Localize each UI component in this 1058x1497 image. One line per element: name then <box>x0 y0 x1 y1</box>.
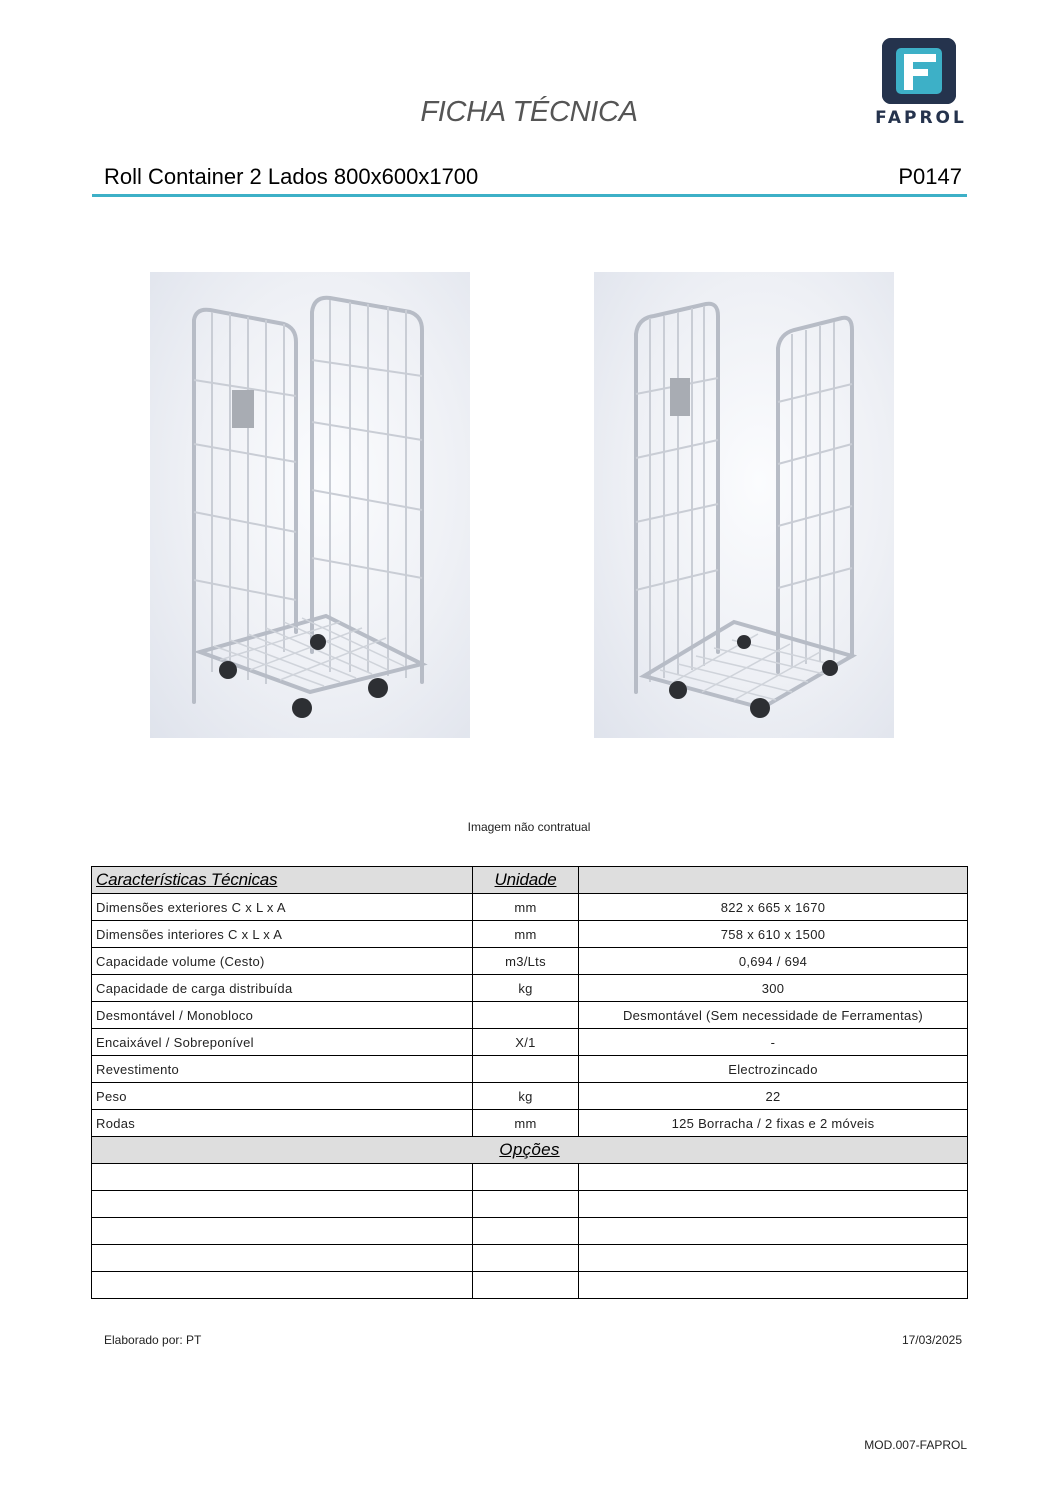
cell-characteristic: Rodas <box>92 1110 473 1137</box>
product-photo-front <box>150 272 470 738</box>
cell-value: 22 <box>579 1083 968 1110</box>
table-row <box>92 894 968 921</box>
cell-value <box>579 1272 968 1299</box>
cell-value <box>579 1218 968 1245</box>
cell-unit <box>473 1245 579 1272</box>
cell-characteristic: Capacidade volume (Cesto) <box>92 948 473 975</box>
cell-unit: mm <box>473 894 579 921</box>
cell-characteristic <box>92 1245 473 1272</box>
table-row <box>92 975 968 1002</box>
form-code: MOD.007-FAPROL <box>864 1438 967 1452</box>
cell-unit <box>473 1272 579 1299</box>
cell-unit: kg <box>473 1083 579 1110</box>
cell-value: - <box>579 1029 968 1056</box>
specs-table <box>91 866 968 1299</box>
product-photo-angle <box>594 272 894 738</box>
table-row <box>92 921 968 948</box>
option-row <box>92 1245 968 1272</box>
cell-value <box>579 1245 968 1272</box>
title-divider <box>92 194 967 197</box>
cell-unit: X/1 <box>473 1029 579 1056</box>
table-row <box>92 1029 968 1056</box>
cell-value: 758 x 610 x 1500 <box>579 921 968 948</box>
roll-container-angle-illustration <box>594 272 894 738</box>
option-row <box>92 1164 968 1191</box>
cell-value: 822 x 665 x 1670 <box>579 894 968 921</box>
header-characteristics: Características Técnicas <box>92 867 473 894</box>
cell-value: 0,694 / 694 <box>579 948 968 975</box>
cell-unit: m3/Lts <box>473 948 579 975</box>
cell-unit <box>473 1056 579 1083</box>
cell-characteristic <box>92 1218 473 1245</box>
options-title: Opções <box>92 1137 968 1164</box>
document-title: FICHA TÉCNICA <box>420 96 638 128</box>
option-row <box>92 1218 968 1245</box>
table-row <box>92 1002 968 1029</box>
cell-value <box>579 1191 968 1218</box>
cell-value: Electrozincado <box>579 1056 968 1083</box>
header-unit: Unidade <box>473 867 579 894</box>
cell-characteristic: Dimensões interiores C x L x A <box>92 921 473 948</box>
cell-characteristic: Desmontável / Monobloco <box>92 1002 473 1029</box>
cell-unit: mm <box>473 1110 579 1137</box>
cell-value: 300 <box>579 975 968 1002</box>
cell-characteristic <box>92 1272 473 1299</box>
cell-unit: mm <box>473 921 579 948</box>
product-header <box>104 164 962 194</box>
cell-unit <box>473 1191 579 1218</box>
image-disclaimer: Imagem não contratual <box>467 820 591 834</box>
option-row <box>92 1191 968 1218</box>
table-row <box>92 1110 968 1137</box>
cell-unit <box>473 1218 579 1245</box>
cell-characteristic: Peso <box>92 1083 473 1110</box>
cell-value <box>579 1164 968 1191</box>
option-row <box>92 1272 968 1299</box>
header-value <box>579 867 968 894</box>
cell-unit <box>473 1002 579 1029</box>
cell-characteristic: Encaixável / Sobreponível <box>92 1029 473 1056</box>
cell-characteristic: Revestimento <box>92 1056 473 1083</box>
cell-value: Desmontável (Sem necessidade de Ferramentas) <box>579 1002 968 1029</box>
prepared-by: Elaborado por: PT <box>104 1333 202 1347</box>
label-plate <box>670 378 690 416</box>
product-name: Roll Container 2 Lados 800x600x1700 <box>104 164 479 189</box>
table-row <box>92 948 968 975</box>
table-row <box>92 1056 968 1083</box>
label-plate <box>232 390 254 428</box>
cell-characteristic <box>92 1191 473 1218</box>
roll-container-front-illustration <box>150 272 470 738</box>
document-date: 17/03/2025 <box>901 1333 962 1347</box>
cell-characteristic <box>92 1164 473 1191</box>
cell-value: 125 Borracha / 2 fixas e 2 móveis <box>579 1110 968 1137</box>
product-code: P0147 <box>898 164 962 189</box>
options-header-row <box>92 1137 968 1164</box>
logo-mark-icon <box>882 38 956 104</box>
table-header-row <box>92 867 968 894</box>
cell-unit <box>473 1164 579 1191</box>
cell-characteristic: Dimensões exteriores C x L x A <box>92 894 473 921</box>
brand-name: FAPROL <box>875 108 967 128</box>
cell-characteristic: Capacidade de carga distribuída <box>92 975 473 1002</box>
table-row <box>92 1083 968 1110</box>
cell-unit: kg <box>473 975 579 1002</box>
